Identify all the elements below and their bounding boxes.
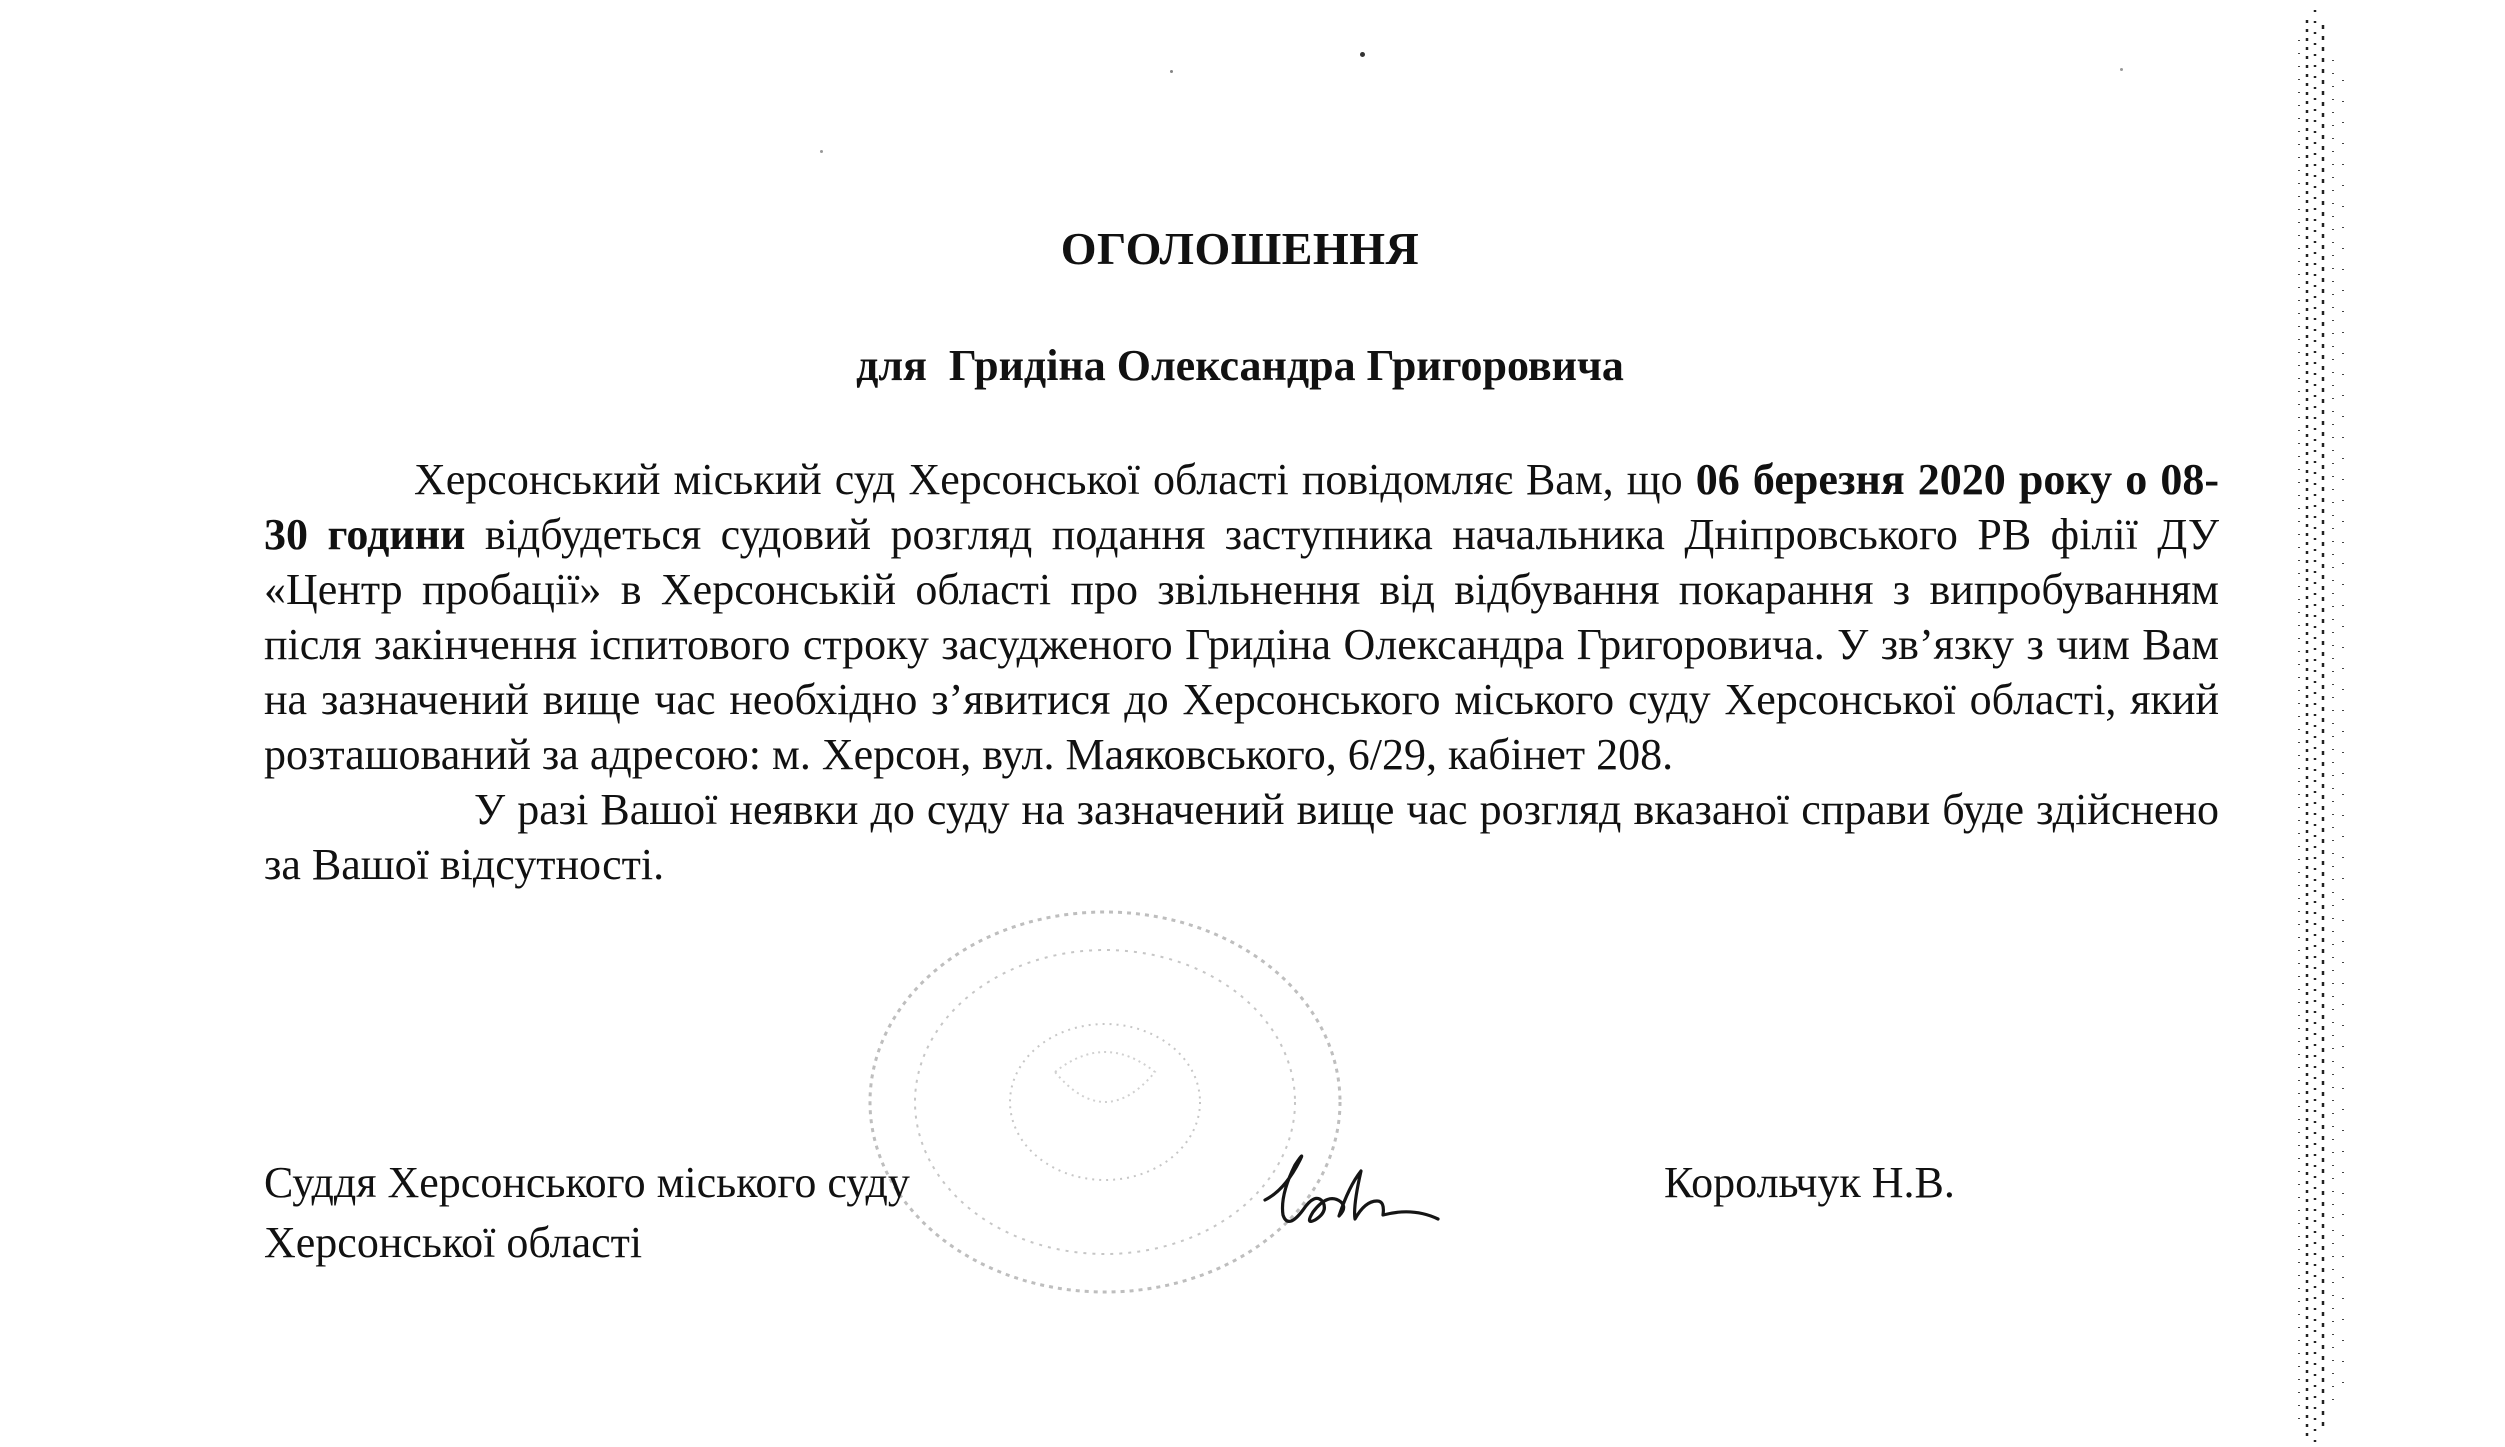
- judge-name: Корольчук Н.В.: [1664, 1158, 1955, 1207]
- court-stamp: [855, 902, 1355, 1302]
- scan-speck: [2120, 68, 2123, 71]
- scan-speck: [820, 150, 823, 153]
- judge-title-line-1: Суддя Херсонського міського суду: [264, 1158, 910, 1207]
- paragraph-1-rest: відбудеться судовий розгляд подання заступника начальника Дніпровського РВ філії ДУ «Центр пробації» в Херсонській області про звільнення від відбування покарання з випробуванням після закінчення іспитового строку засудженого Гридіна Олександра Григоровича. У зв’язку з чим Вам на зазначений вище час необхідно з’явитися до Херсонського міського суду Херсонської області, який розташований за адресою: м. Херсон, вул. Маяковського, 6/29, кабінет 208.: [264, 510, 2219, 779]
- recipient-line: [0, 340, 2480, 391]
- recipient-prefix: для: [856, 341, 927, 390]
- scan-edge-noise: [2285, 0, 2355, 1447]
- notice-body: [264, 452, 2219, 892]
- notice-paragraph-1: [264, 452, 2219, 782]
- document-title: ОГОЛОШЕННЯ: [1060, 223, 1420, 274]
- paragraph-1-intro: Херсонський міський суд Херсонської області повідомляє Вам, що: [414, 455, 1696, 504]
- judge-title-line-2: Херсонської області: [264, 1218, 643, 1267]
- scan-speck: [1360, 52, 1365, 57]
- hearing-datetime: 06 березня 2020 року о 08-30 години: [264, 455, 2220, 559]
- notice-paragraph-2: У разі Вашої неявки до суду на зазначений вище час розгляд вказаної справи буде здійснено за Вашої відсутності.: [264, 785, 2219, 889]
- recipient-name: Гридіна Олександра Григоровича: [948, 341, 1624, 390]
- judge-title: [264, 1153, 910, 1273]
- handwritten-signature: [1255, 1140, 1460, 1235]
- scan-speck: [1170, 70, 1173, 73]
